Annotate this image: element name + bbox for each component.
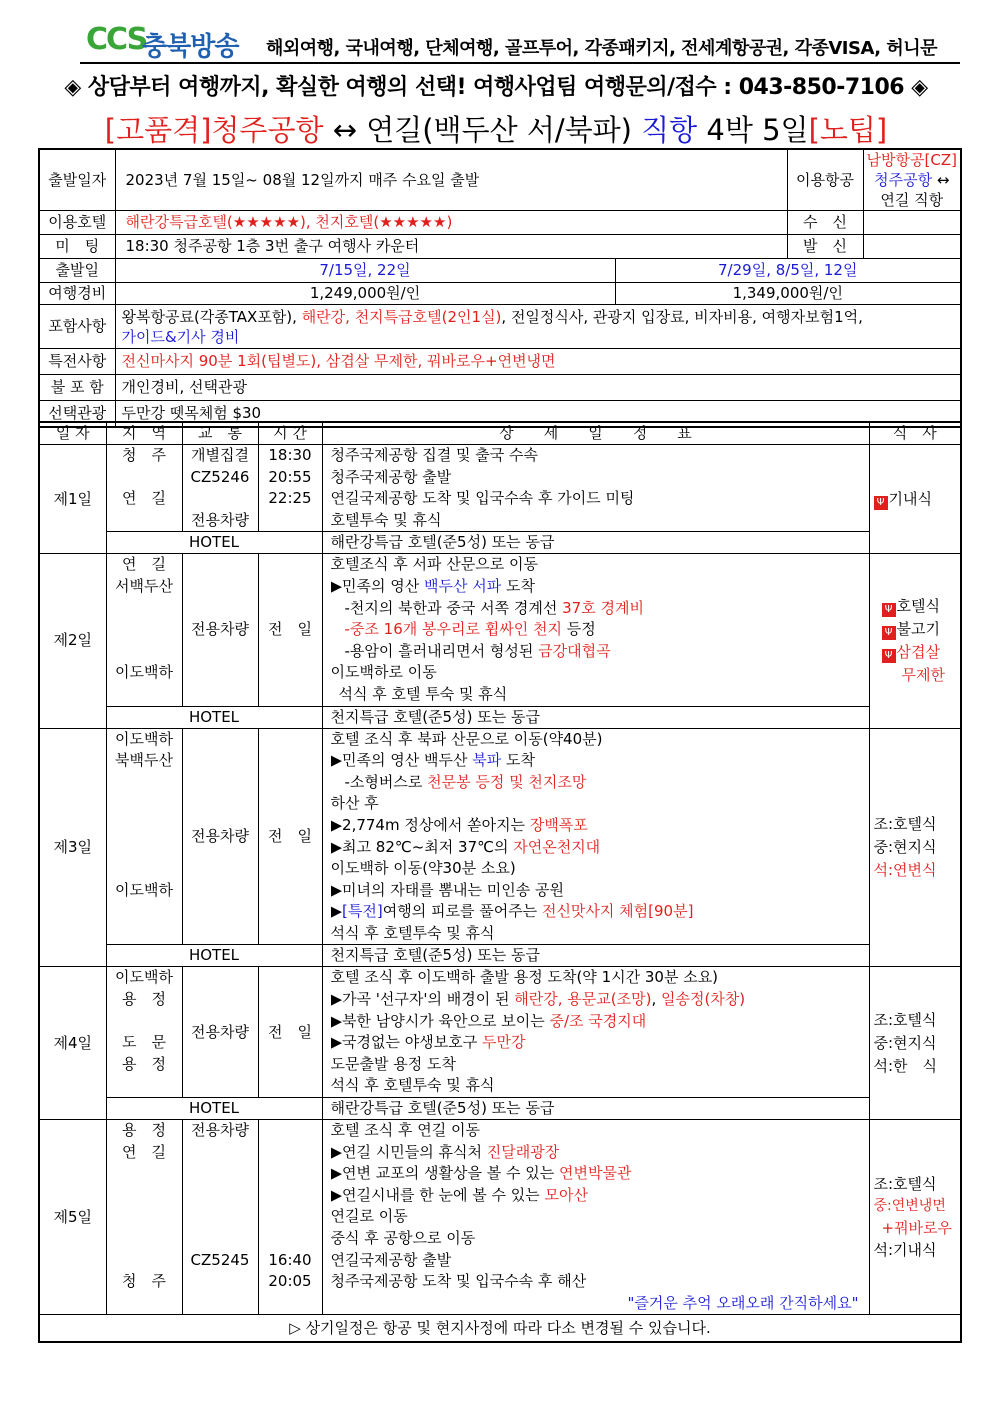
price-group-1: 1,249,000원/인	[115, 283, 615, 305]
detail-line: 석식 후 호텔투숙 및 휴식	[330, 923, 495, 942]
day1-times	[258, 445, 322, 532]
info-table	[38, 148, 962, 428]
detail-highlight: 자연온천지대	[513, 837, 601, 856]
meal-line	[874, 618, 957, 641]
day3-hotel-row	[39, 945, 961, 967]
time	[259, 1228, 322, 1250]
day2-details	[322, 554, 869, 706]
region: 북백두산	[115, 751, 173, 770]
time	[259, 1120, 322, 1142]
transport	[183, 488, 258, 510]
meal-text: 조:호텔식	[873, 1010, 937, 1029]
price-group-2: 1,349,000원/인	[615, 283, 961, 305]
transport: 개별집결	[191, 446, 249, 464]
region: 청 주	[122, 446, 166, 464]
detail-highlight: 금강대협곡	[538, 641, 611, 660]
detail-text: ▶연변 교포의 생활상을 볼 수 있는	[330, 1164, 560, 1183]
meal-text: 삼겹살	[896, 642, 940, 661]
day4-regions	[106, 967, 182, 1098]
included-airfare: 왕복항공료(각종TAX포함),	[121, 307, 302, 326]
detail-highlight: 진달래광장	[486, 1142, 560, 1161]
day3-meal	[869, 728, 961, 967]
included-value	[115, 305, 961, 349]
day3-time: 전 일	[258, 728, 322, 945]
detail-highlight: 북파	[472, 751, 502, 770]
time	[259, 1142, 322, 1164]
time	[259, 1206, 322, 1228]
service-list: 해외여행, 국내여행, 단체여행, 골프투어, 각종패키지, 전세계항공권, 각종VISA, 허니문	[266, 38, 938, 59]
meal-text: 무제한	[901, 665, 945, 684]
meal-text: 조:호텔식	[873, 1175, 937, 1194]
day4-transport: 전용차량	[182, 967, 258, 1098]
company-logo	[86, 22, 146, 57]
day4-label: 제4일	[39, 967, 106, 1120]
time	[259, 510, 322, 532]
region	[107, 858, 182, 880]
day1-hotel-word: HOTEL	[106, 532, 322, 554]
detail-text: ▶가곡 '선구자'의 배경이 된	[330, 990, 515, 1009]
header-transport: 교 통	[182, 422, 258, 445]
day4-details	[322, 967, 869, 1098]
region	[107, 1185, 182, 1207]
footer-note: ▷ 상기일정은 항공 및 현지사정에 따라 다소 변경될 수 있습니다.	[39, 1315, 961, 1343]
detail-highlight: 37호 경계비	[562, 598, 644, 617]
detail-highlight: 천문봉 등정 및 천지조망	[427, 772, 587, 791]
region	[107, 793, 182, 815]
detail-line	[331, 1163, 863, 1185]
time: 20:55	[268, 467, 312, 486]
detail-line	[331, 772, 863, 794]
detail-highlight: 백두산 서파	[424, 576, 502, 595]
title-route: ↔ 연길(백두산 서/북파)	[323, 113, 642, 147]
detail-text: 등정	[561, 620, 596, 639]
departure-value: 2023년 7월 15일~ 08월 12일까지 매주 수요일 출발	[115, 149, 787, 211]
meal-text: 불고기	[896, 619, 940, 638]
fork-knife-icon: Ψ	[874, 496, 888, 510]
detail-line: 도문출발 용정 도착	[330, 1054, 456, 1073]
day3-row	[39, 728, 961, 945]
meal-text: 중:연변냉면	[873, 1198, 946, 1215]
region	[107, 1075, 182, 1097]
meal-text: 조:호텔식	[873, 815, 937, 833]
detail-text: -용암이 흘러내리면서 형성된	[344, 641, 539, 660]
transport	[183, 1293, 258, 1315]
day2-transport: 전용차량	[182, 554, 258, 706]
detail-text: ▶2,774m 정상에서 쏟아지는	[330, 815, 530, 834]
region	[107, 1163, 182, 1185]
detail-line: 석식 후 호텔 투숙 및 휴식	[338, 684, 508, 703]
detail-text: ▶	[330, 902, 343, 921]
day1-label: 제1일	[39, 445, 106, 554]
region	[107, 815, 182, 837]
detail-text: ,	[651, 990, 661, 1009]
day1-details	[322, 445, 869, 532]
header-time: 시 간	[258, 422, 322, 445]
region	[107, 641, 182, 663]
region	[107, 1250, 182, 1272]
region: 용 정	[122, 1121, 166, 1140]
airline-value	[863, 149, 961, 211]
day5-transport	[182, 1120, 258, 1315]
price-label: 여행경비	[39, 283, 115, 305]
day5-regions	[106, 1120, 182, 1315]
company-name: 충북방송	[142, 32, 239, 62]
excluded-value: 개인경비, 선택관광	[115, 375, 961, 401]
region	[107, 684, 182, 706]
region: 이도백하	[115, 968, 173, 987]
day5-meal	[869, 1120, 961, 1315]
detail-highlight: 연변박물관	[559, 1164, 632, 1183]
transport: 전용차량	[191, 510, 249, 529]
dates-group-1: 7/15일, 22일	[115, 259, 615, 283]
special-label: 특전사항	[39, 349, 115, 375]
included-hotels: 해란강, 천지특급호텔(2인1실)	[301, 307, 502, 326]
region	[107, 467, 182, 489]
meal-text: 석:기내식	[873, 1241, 937, 1260]
day5-row	[39, 1120, 961, 1315]
meal-line	[874, 641, 957, 664]
detail-line	[331, 901, 863, 923]
day4-hotel: 해란강특급 호텔(준5성) 또는 동급	[322, 1098, 869, 1120]
day3-label: 제3일	[39, 728, 106, 967]
meet-label: 미 팅	[39, 235, 115, 259]
header-day: 일 자	[39, 422, 106, 445]
region	[107, 1206, 182, 1228]
region	[107, 1228, 182, 1250]
day2-time: 전 일	[258, 554, 322, 706]
region	[107, 510, 182, 532]
detail-highlight: 중/조 국경지대	[549, 1011, 647, 1030]
region: 이도백하	[115, 729, 173, 748]
region: 이도백하	[115, 880, 173, 899]
day2-hotel-word: HOTEL	[106, 706, 322, 728]
detail-text: ▶최고 82℃~최저 37℃의	[330, 837, 514, 856]
time: 16:40	[268, 1250, 312, 1269]
footer-row	[39, 1315, 961, 1343]
meal-text: 호텔식	[896, 596, 940, 615]
airline-route-dest: ↔ 연길 직항	[880, 171, 950, 209]
logo-text: CCS	[86, 22, 147, 57]
detail-line: 청주국제공항 집결 및 출국 수속	[330, 446, 538, 464]
day4-row	[39, 967, 961, 1098]
transport: CZ5245	[190, 1250, 250, 1269]
detail-line	[331, 641, 863, 663]
day3-details	[322, 728, 869, 945]
region: 연 길	[122, 555, 166, 574]
meal-line	[874, 595, 957, 618]
detail-highlight: 장백폭포	[529, 815, 588, 834]
region	[107, 772, 182, 794]
detail-text: 도착	[501, 751, 535, 770]
recv-label: 수 신	[787, 211, 863, 235]
detail-line: 연길로 이동	[330, 1207, 408, 1226]
detail-highlight: 두만강	[481, 1033, 526, 1052]
meal-text: 석:연변식	[873, 861, 937, 879]
region: 연 길	[122, 489, 166, 508]
transport	[183, 1142, 258, 1164]
day2-row	[39, 554, 961, 706]
fork-knife-icon: Ψ	[882, 649, 896, 663]
included-label: 포함사항	[39, 305, 115, 349]
day4-hotel-word: HOTEL	[106, 1098, 322, 1120]
title-origin: 청주공항	[211, 113, 324, 147]
detail-line	[331, 1011, 863, 1033]
schedule-table	[38, 421, 962, 1343]
detail-text: ▶연길시내를 한 눈에 볼 수 있는	[330, 1185, 545, 1204]
region	[107, 598, 182, 620]
day5-label: 제5일	[39, 1120, 106, 1315]
detail-line	[331, 1142, 863, 1164]
detail-line: 중식 후 공항으로 이동	[330, 1229, 476, 1247]
region	[107, 619, 182, 641]
detail-highlight: 전신맛사지 체험[90분]	[541, 902, 694, 921]
detail-text: -천지의 북한과 중국 서쪽 경계선	[344, 598, 563, 617]
region	[107, 923, 182, 945]
region	[107, 1011, 182, 1033]
detail-line: 연길국제공항 출발	[330, 1250, 452, 1269]
detail-line	[331, 1185, 863, 1207]
day3-regions	[106, 728, 182, 945]
transport	[183, 1271, 258, 1293]
day1-row	[39, 445, 961, 532]
day2-hotel: 천지특급 호텔(준5성) 또는 동급	[322, 706, 869, 728]
day3-hotel: 천지특급 호텔(준5성) 또는 동급	[322, 945, 869, 967]
detail-highlight: 해란강, 용문교(조망)	[514, 990, 652, 1009]
airline-name: 남방항공[CZ]	[866, 151, 957, 169]
header-divider	[80, 62, 960, 64]
transport	[183, 1206, 258, 1228]
region: 용 정	[122, 1054, 166, 1073]
detail-line: 이도백하 이동(약30분 소요)	[330, 859, 516, 878]
time	[259, 1293, 322, 1315]
time: 20:05	[268, 1272, 312, 1291]
detail-line: 석식 후 호텔투숙 및 휴식	[330, 1076, 495, 1095]
recv-value	[863, 211, 961, 235]
day5-times	[258, 1120, 322, 1315]
option-value: 두만강 뗏목체험 $30	[115, 401, 961, 427]
day3-hotel-word: HOTEL	[106, 945, 322, 967]
day2-regions	[106, 554, 182, 706]
detail-line: 호텔 조식 후 연길 이동	[330, 1121, 480, 1140]
detail-line	[331, 989, 863, 1011]
page-title	[0, 108, 992, 149]
fork-knife-icon: Ψ	[882, 626, 896, 640]
meal-text: +꿔바로우	[881, 1219, 953, 1238]
detail-line: 호텔 조식 후 이도백하 출발 용정 도착(약 1시간 30분 소요)	[330, 968, 719, 987]
region	[107, 837, 182, 859]
detail-highlight: [특전]	[342, 902, 383, 921]
detail-line	[331, 619, 863, 641]
detail-line: 이도백하로 이동	[330, 663, 437, 682]
send-value	[863, 235, 961, 259]
detail-highlight: 일송정(차창)	[660, 990, 746, 1009]
transport	[183, 1185, 258, 1207]
header-region: 지 역	[106, 422, 182, 445]
detail-line: 청주국제공항 도착 및 입국수속 후 해산	[330, 1272, 587, 1291]
region: 도 문	[122, 1033, 166, 1052]
day2-meal	[869, 554, 961, 728]
transport: CZ5246	[190, 467, 250, 486]
detail-line	[331, 815, 863, 837]
header-meal: 식 사	[869, 422, 961, 445]
included-misc: , 전일정식사, 관광지 입장료, 비자비용, 여행자보험1억,	[501, 307, 863, 326]
title-direct: 직항	[641, 113, 698, 147]
hotel-value: 해란강특급호텔(★★★★★), 천지호텔(★★★★★)	[115, 211, 787, 235]
fork-knife-icon: Ψ	[882, 603, 896, 617]
region: 용 정	[122, 990, 166, 1009]
detail-line: 호텔 조식 후 북파 산문으로 이동(약40분)	[330, 729, 603, 748]
detail-text: 여행의 피로를 풀어주는	[382, 902, 542, 921]
dates-group-2: 7/29일, 8/5일, 12일	[615, 259, 961, 283]
time	[259, 1185, 322, 1207]
region	[107, 1293, 182, 1315]
date-label: 출발일	[39, 259, 115, 283]
day1-hotel: 해란강특급 호텔(준5성) 또는 동급	[322, 532, 869, 554]
detail-line: 연길국제공항 도착 및 입국수속 후 가이드 미팅	[330, 489, 635, 508]
detail-line	[331, 576, 863, 598]
detail-text: 도착	[501, 576, 535, 595]
detail-line	[331, 837, 863, 859]
detail-text: ▶연길 시민들의 휴식처	[330, 1142, 487, 1161]
day1-meal	[869, 445, 961, 554]
slogan: ◈ 상담부터 여행까지, 확실한 여행의 선택! 여행사업팀 여행문의/접수 : 043-850-7106 ◈	[64, 75, 928, 100]
departure-label: 출발일자	[39, 149, 115, 211]
day2-label: 제2일	[39, 554, 106, 728]
detail-line	[331, 750, 863, 772]
meal-text: 중:현지식	[873, 1033, 937, 1052]
transport	[183, 1228, 258, 1250]
transport: 전용차량	[191, 1121, 249, 1140]
special-value: 전신마사지 90분 1회(팁별도), 삼겹살 무제한, 꿔바로우+연변냉면	[115, 349, 961, 375]
region: 청 주	[122, 1272, 166, 1291]
option-label: 선택관광	[39, 401, 115, 427]
send-label: 발 신	[787, 235, 863, 259]
company-header	[80, 14, 960, 62]
detail-highlight: -중조 16개 봉우리로 휩싸인 천지	[344, 620, 562, 639]
transport	[183, 1163, 258, 1185]
detail-line: 하산 후	[330, 794, 379, 813]
included-guide: 가이드&기사 경비	[121, 327, 240, 346]
day5-details	[322, 1120, 869, 1315]
title-days: 4박 5일	[697, 113, 809, 147]
day4-meal	[869, 967, 961, 1120]
day1-transport	[182, 445, 258, 532]
detail-line: 호텔조식 후 서파 산문으로 이동	[330, 555, 538, 574]
detail-text: ▶민족의 영산	[330, 576, 425, 595]
meal-text: 기내식	[888, 489, 932, 508]
closing-message: "즐거운 추억 오래오래 간직하세요"	[627, 1293, 859, 1312]
detail-text: ▶국경없는 야생보호구	[330, 1033, 482, 1052]
day4-hotel-row	[39, 1098, 961, 1120]
region	[107, 901, 182, 923]
airline-label: 이용항공	[787, 149, 863, 211]
airline-route-origin: 청주공항	[874, 171, 933, 189]
detail-line: 호텔투숙 및 휴식	[330, 510, 442, 529]
detail-text: -소형버스로	[344, 772, 428, 791]
day4-time: 전 일	[258, 967, 322, 1098]
detail-text: ▶북한 남양시가 육안으로 보이는	[330, 1011, 550, 1030]
time: 18:30	[268, 446, 312, 464]
title-notip: [노팁]	[808, 113, 888, 147]
detail-line	[331, 1032, 863, 1054]
header-details: 상 세 일 정 표	[322, 422, 869, 445]
detail-line: 청주국제공항 출발	[330, 467, 452, 486]
meet-value: 18:30 청주공항 1층 3번 출구 여행사 카운터	[115, 235, 787, 259]
detail-highlight: 모아산	[544, 1185, 589, 1204]
day3-transport: 전용차량	[182, 728, 258, 945]
meal-text: 석:한 식	[873, 1056, 938, 1075]
time: 22:25	[268, 489, 312, 508]
detail-line	[331, 598, 863, 620]
day1-hotel-row	[39, 532, 961, 554]
title-grade: [고품격]	[104, 113, 212, 147]
meal-text: 중:현지식	[873, 838, 937, 856]
region: 연 길	[122, 1142, 166, 1161]
day2-hotel-row	[39, 706, 961, 728]
day1-regions	[106, 445, 182, 532]
region: 서백두산	[115, 576, 173, 595]
hotel-label: 이용호텔	[39, 211, 115, 235]
excluded-label: 불 포 함	[39, 375, 115, 401]
schedule-header	[39, 422, 961, 445]
detail-text: ▶민족의 영산 백두산	[330, 751, 473, 770]
time	[259, 1163, 322, 1185]
region: 이도백하	[115, 663, 173, 682]
detail-line: ▶미녀의 자태를 뽐내는 미인송 공원	[330, 880, 564, 899]
